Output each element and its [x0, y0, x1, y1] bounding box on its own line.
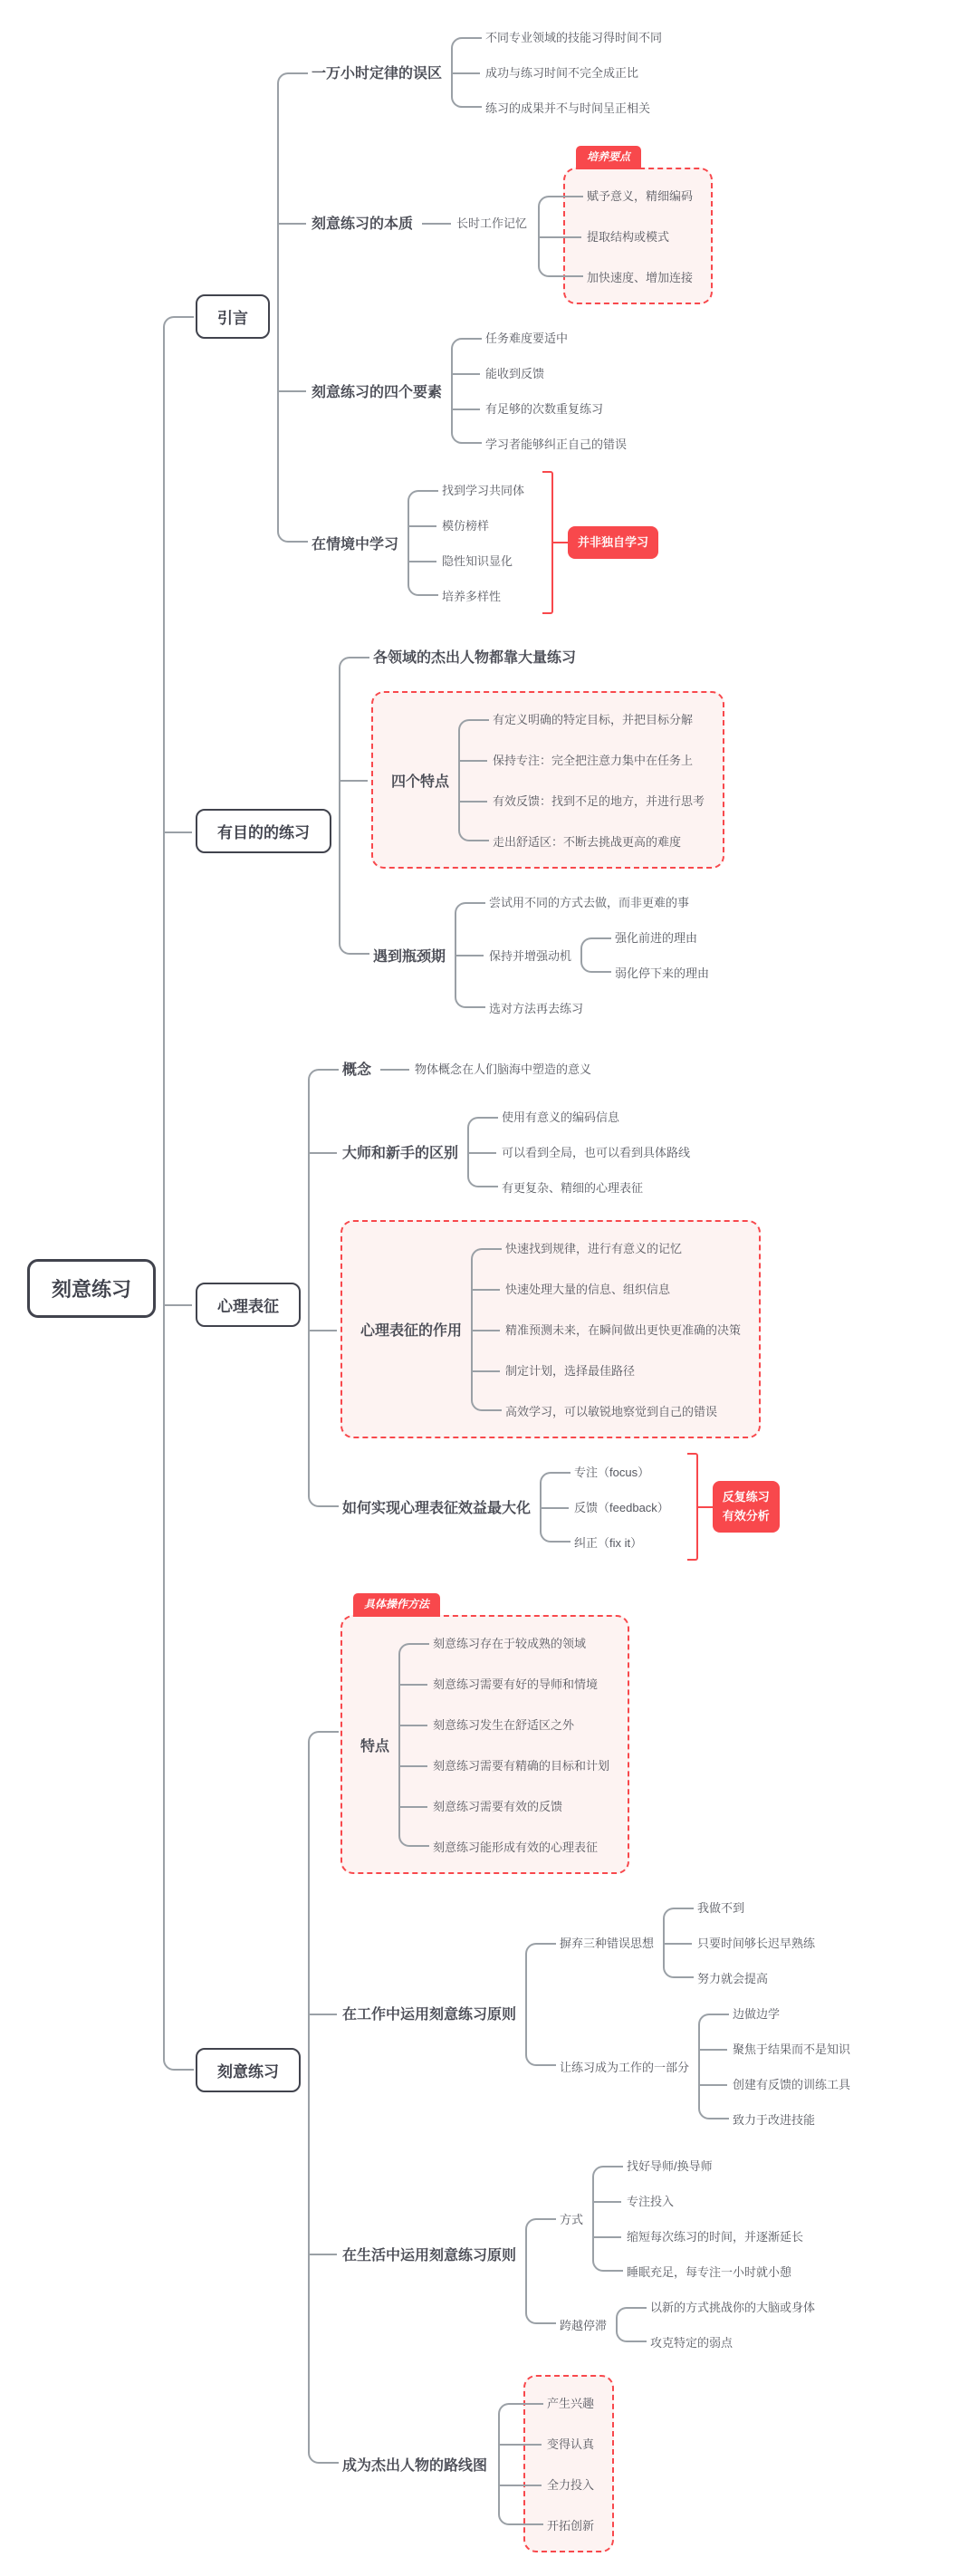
- mindmap-branch: [484, 59, 640, 85]
- topic-node[interactable]: 练习的成果并不与时间呈正相关: [485, 101, 651, 115]
- branch-connector: [580, 924, 711, 950]
- topic-node[interactable]: 跨越停滞: [560, 2318, 608, 2332]
- mindmap-branch: [340, 2152, 817, 2355]
- mindmap-branch: [695, 1894, 746, 1920]
- topic-node[interactable]: 特点: [360, 1738, 390, 1754]
- topic-node[interactable]: 以新的方式挑战你的大脑或身体: [650, 2301, 816, 2314]
- topic-node[interactable]: 隐性知识显化: [442, 554, 513, 568]
- children-group: [277, 24, 713, 609]
- children-group: [580, 924, 711, 985]
- mindmap-branch: [371, 641, 578, 671]
- branch-connector: [458, 828, 706, 854]
- children-group: [451, 24, 664, 120]
- summary-callout-line: 反复练习: [722, 1490, 770, 1504]
- mindmap-branch: [572, 1529, 644, 1555]
- mindmap-branch: [440, 582, 503, 609]
- mindmap-branch: [196, 1588, 852, 2552]
- mindmap-branch: [310, 476, 658, 609]
- mindmap-branch: [310, 24, 664, 120]
- topic-node[interactable]: 方式: [560, 2212, 584, 2226]
- branch-connector: [398, 1833, 611, 1860]
- branch-connector: [592, 2258, 805, 2284]
- mindmap-branch: [440, 547, 514, 573]
- topic-node[interactable]: 培养多样性: [442, 590, 502, 603]
- topic-node[interactable]: 有定义明确的特定目标，并把目标分解: [493, 713, 694, 726]
- topic-node[interactable]: 赋予意义，精细编码: [587, 189, 694, 203]
- topic-node[interactable]: 快速找到规律，进行有意义的记忆: [505, 1242, 683, 1255]
- branch-connector: [540, 1494, 671, 1520]
- branch-connector: [308, 2375, 852, 2552]
- mindmap-branch: [545, 2471, 596, 2497]
- branch-connector: [308, 2152, 852, 2355]
- mindmap-branch: [431, 1752, 611, 1778]
- mindmap-branch: [484, 94, 652, 120]
- topic-node[interactable]: 如何实现心理表征效益最大化: [342, 1501, 532, 1516]
- mindmap-branch: [340, 1894, 852, 2132]
- topic-node[interactable]: 边做边学: [733, 2007, 781, 2021]
- children-group: [308, 1588, 852, 2552]
- branch-connector: [422, 140, 713, 304]
- topic-node[interactable]: 刻意练习需要有效的反馈: [433, 1800, 563, 1813]
- branch-connector: [455, 995, 711, 1021]
- branch-connector: [455, 924, 711, 985]
- branch-connector: [663, 1894, 817, 1920]
- callout-group-box: [340, 1598, 629, 1874]
- topic-node[interactable]: 尝试用不同的方式去做，而非更难的事: [489, 896, 690, 909]
- children-group: [398, 1629, 611, 1860]
- mindmap-branch: [27, 24, 852, 2552]
- mindmap-branch: [440, 476, 526, 503]
- mindmap-branch: [484, 360, 546, 386]
- topic-node[interactable]: 刻意练习的本质: [312, 216, 414, 232]
- branch-connector: [163, 24, 852, 609]
- topic-node[interactable]: 精准预测未来，在瞬间做出更快更准确的决策: [505, 1323, 742, 1337]
- mindmap-branch: [440, 512, 491, 538]
- branch-connector: [471, 1275, 743, 1302]
- branch-connector: [458, 787, 706, 813]
- branch-connector: [163, 1053, 852, 1555]
- branch-connector: [467, 1103, 692, 1129]
- topic-node[interactable]: 我做不到: [697, 1901, 745, 1915]
- branch-connector: [525, 2000, 852, 2132]
- children-group: [308, 1053, 780, 1555]
- branch-connector: [398, 1629, 611, 1656]
- branch-connector: [581, 223, 695, 249]
- branch-connector: [471, 1357, 743, 1383]
- topic-node[interactable]: 刻意练习能形成有效的心理表征: [433, 1841, 599, 1854]
- topic-node[interactable]: 创建有反馈的训练工具: [733, 2078, 851, 2091]
- topic-node[interactable]: 走出舒适区：不断去挑战更高的难度: [493, 835, 682, 849]
- children-group: [163, 24, 852, 2552]
- topic-node[interactable]: 纠正（fix it）: [574, 1536, 643, 1550]
- children-group: [663, 1894, 817, 1991]
- children-group: [592, 2152, 805, 2284]
- mindmap-branch: [484, 24, 664, 50]
- mindmap-branch: [503, 1357, 637, 1383]
- branch-connector: [451, 59, 664, 85]
- branch-connector: [398, 1752, 611, 1778]
- topic-node[interactable]: 全力投入: [547, 2478, 595, 2492]
- branch-connector: [451, 324, 628, 351]
- mindmap-branch: [648, 2293, 817, 2320]
- branch-connector: [663, 1929, 817, 1956]
- branch-connector: [451, 94, 664, 120]
- root-node[interactable]: 刻意练习: [27, 1259, 156, 1318]
- callout-group-box: [340, 1220, 761, 1438]
- branch-connector: [525, 1894, 852, 1991]
- topic-node[interactable]: 加快速度、增加连接: [587, 271, 694, 284]
- branch-connector: [277, 24, 713, 120]
- branch-connector: [308, 1103, 780, 1200]
- topic-node[interactable]: 选对方法再去练习: [489, 1002, 584, 1015]
- topic-node[interactable]: 物体概念在人们脑海中塑造的意义: [415, 1062, 592, 1076]
- mindmap-branch: [413, 1055, 593, 1081]
- branch-connector: [542, 2389, 596, 2416]
- branch-connector: [542, 2471, 596, 2497]
- children-group: [616, 2293, 817, 2355]
- branch-connector: [398, 1670, 611, 1697]
- badge-label: 培养要点: [576, 146, 641, 169]
- topic-node[interactable]: 提取结构或模式: [587, 230, 670, 244]
- branch-connector: [163, 641, 852, 1021]
- branch-connector: [542, 2512, 596, 2538]
- mindmap-branch: [613, 959, 711, 985]
- main-topic-node[interactable]: 心理表征: [196, 1283, 301, 1327]
- branch-connector: [398, 1793, 611, 1819]
- topic-node[interactable]: 变得认真: [547, 2437, 595, 2451]
- children-group: [698, 2000, 852, 2132]
- topic-node[interactable]: 有效反馈：找到不足的地方，并进行思考: [493, 794, 705, 808]
- topic-node[interactable]: 攻克特定的弱点: [650, 2336, 734, 2350]
- topic-node[interactable]: 各领域的杰出人物都靠大量练习: [373, 650, 577, 666]
- branch-connector: [698, 2035, 852, 2062]
- mindmap-branch: [585, 182, 695, 208]
- children-group: [455, 889, 711, 1021]
- topic-node[interactable]: 能收到反馈: [485, 367, 545, 380]
- topic-node[interactable]: 找到学习共同体: [442, 484, 525, 497]
- branch-connector: [451, 24, 664, 50]
- mindmap-branch: [503, 1235, 684, 1261]
- topic-node[interactable]: 开拓创新: [547, 2519, 595, 2533]
- topic-node[interactable]: 聚焦于结果而不是知识: [733, 2043, 851, 2056]
- branch-connector: [525, 2152, 817, 2284]
- branch-connector: [581, 182, 695, 208]
- topic-node[interactable]: 可以看到全局，也可以看到具体路线: [502, 1146, 691, 1159]
- mindmap-branch: [731, 2000, 781, 2026]
- mindmap-branch: [503, 1275, 672, 1302]
- mindmap-branch: [310, 324, 628, 457]
- topic-node[interactable]: 成为杰出人物的路线图: [342, 2457, 488, 2474]
- branch-connector: [277, 324, 713, 457]
- mindmap-branch: [625, 2258, 793, 2284]
- mindmap-branch: [196, 641, 724, 1021]
- branch-connector: [408, 582, 526, 609]
- mindmap-branch: [613, 924, 699, 950]
- callout-group-box: [523, 2375, 614, 2552]
- branch-connector: [616, 2329, 817, 2355]
- branch-connector: [542, 2430, 596, 2456]
- branch-connector: [580, 959, 711, 985]
- mindmap-branch: [340, 2375, 614, 2552]
- topic-node[interactable]: 高效学习，可以敏锐地察觉到自己的错误: [505, 1405, 718, 1418]
- children-group: [458, 706, 706, 854]
- summary-bracket: [687, 1453, 698, 1561]
- branch-connector: [592, 2187, 805, 2214]
- mindmap-branch: [695, 1929, 817, 1956]
- topic-node[interactable]: 弱化停下来的理由: [615, 966, 710, 980]
- topic-node[interactable]: 快速处理大量的信息、组织信息: [505, 1283, 671, 1296]
- mindmap-branch: [487, 889, 691, 915]
- topic-node[interactable]: 产生兴趣: [547, 2397, 595, 2410]
- branch-connector: [408, 547, 526, 573]
- main-topic-node[interactable]: 有目的的练习: [196, 809, 331, 853]
- mindmap-branch: [500, 1103, 621, 1129]
- mindmap-branch: [545, 2512, 596, 2538]
- children-group: [422, 140, 713, 304]
- branch-connector: [525, 2293, 817, 2355]
- topic-node[interactable]: 心理表征的作用: [360, 1323, 463, 1339]
- mindmap-branch: [695, 1965, 770, 1991]
- mindmap-branch: [487, 995, 585, 1021]
- mindmap-branch: [431, 1793, 564, 1819]
- topic-node[interactable]: 保持并增强动机: [489, 948, 572, 963]
- mindmap-branch: [731, 2071, 852, 2097]
- mindmap-branch: [572, 1494, 671, 1520]
- mindmap-branch: [625, 2187, 676, 2214]
- topic-node[interactable]: 专注（focus）: [574, 1466, 650, 1479]
- branch-connector: [339, 691, 724, 869]
- branch-connector: [339, 641, 724, 671]
- topic-node[interactable]: 只要时间够长迟早熟练: [697, 1937, 816, 1950]
- mindmap-branch: [585, 264, 695, 290]
- children-group: [451, 324, 628, 457]
- topic-node[interactable]: 刻意练习存在于较成熟的领域: [433, 1637, 587, 1650]
- branch-connector: [408, 512, 526, 538]
- branch-connector: [277, 476, 713, 609]
- branch-connector: [308, 1894, 852, 2132]
- topic-node[interactable]: 反馈（feedback）: [574, 1501, 669, 1514]
- branch-connector: [408, 476, 526, 503]
- branch-connector: [581, 264, 695, 290]
- topic-node[interactable]: 刻意练习发生在舒适区之外: [433, 1718, 575, 1732]
- mindmap-branch: [585, 223, 671, 249]
- topic-node[interactable]: 一万小时定律的误区: [312, 66, 443, 82]
- mindmap-branch: [648, 2329, 734, 2355]
- callout-group-box: [563, 150, 713, 304]
- topic-node[interactable]: 保持专注：完全把注意力集中在任务上: [493, 754, 694, 767]
- branch-connector: [540, 1458, 671, 1485]
- mindmap-branch: [731, 2106, 817, 2132]
- topic-node[interactable]: 缩短每次练习的时间，并逐渐延长: [627, 2230, 804, 2244]
- main-topic-node[interactable]: 刻意练习: [196, 2048, 301, 2092]
- branch-connector: [698, 2000, 852, 2026]
- topic-node[interactable]: 刻意练习需要有好的导师和情境: [433, 1677, 599, 1691]
- branch-connector: [455, 889, 711, 915]
- summary-connector-line: [553, 542, 568, 543]
- topic-node[interactable]: 努力就会提高: [697, 1972, 769, 1985]
- branch-connector: [698, 2106, 852, 2132]
- branch-connector: [663, 1965, 817, 1991]
- branch-connector: [458, 746, 706, 773]
- topic-node[interactable]: 刻意练习的四个要素: [312, 384, 443, 400]
- branch-connector: [471, 1235, 743, 1261]
- topic-node[interactable]: 找好导师/换导师: [627, 2159, 713, 2173]
- mindmap-branch: [431, 1711, 576, 1737]
- topic-node[interactable]: 专注投入: [627, 2195, 675, 2208]
- mindmap-branch: [431, 1670, 599, 1697]
- mindmap-branch: [572, 1458, 651, 1485]
- mindmap-branch: [431, 1833, 599, 1860]
- branch-connector: [163, 1588, 852, 2552]
- topic-node[interactable]: 遇到瓶颈期: [373, 948, 446, 965]
- children-group: [525, 2152, 817, 2355]
- mindmap-branch: [500, 1174, 645, 1200]
- branch-connector: [308, 1220, 780, 1438]
- mindmap-branch: [487, 924, 711, 985]
- branch-connector: [380, 1055, 593, 1081]
- topic-node[interactable]: 睡眠充足，每专注一小时就小憩: [627, 2265, 792, 2279]
- branch-connector: [308, 1588, 852, 1874]
- mindmap-branch: [558, 2152, 805, 2284]
- topic-node[interactable]: 使用有意义的编码信息: [502, 1110, 620, 1124]
- topic-node[interactable]: 长时工作记忆: [456, 216, 528, 230]
- topic-node[interactable]: 大师和新手的区别: [342, 1146, 459, 1161]
- mindmap-branch: [310, 140, 713, 304]
- children-group: [471, 1235, 743, 1424]
- branch-connector: [467, 1139, 692, 1165]
- mindmap-branch: [484, 430, 628, 457]
- topic-node[interactable]: 任务难度要适中: [485, 332, 569, 345]
- branch-connector: [592, 2152, 805, 2178]
- mindmap-branch: [545, 2430, 596, 2456]
- topic-node[interactable]: 概念: [342, 1062, 372, 1078]
- branch-connector: [467, 1174, 692, 1200]
- mindmap-branch: [558, 2293, 817, 2355]
- summary-callout[interactable]: [568, 526, 658, 559]
- mindmap-branch: [455, 140, 713, 304]
- mindmap-branch: [340, 1053, 593, 1083]
- topic-node[interactable]: 有足够的次数重复练习: [485, 402, 604, 416]
- mindmap-branch: [491, 746, 695, 773]
- branch-connector: [308, 1458, 780, 1555]
- mindmap-branch: [500, 1139, 692, 1165]
- mindmap-branch: [731, 2035, 852, 2062]
- summary-callout[interactable]: [713, 1481, 780, 1532]
- branch-connector: [451, 430, 628, 457]
- branch-connector: [540, 1529, 671, 1555]
- children-group: [525, 1894, 852, 2132]
- branch-connector: [339, 889, 724, 1021]
- branch-connector: [451, 360, 628, 386]
- children-group: [408, 476, 526, 609]
- topic-node[interactable]: 摒弃三种错误思想: [560, 1937, 655, 1950]
- main-topic-node[interactable]: 引言: [196, 294, 270, 339]
- callout-group-box: [371, 691, 724, 869]
- topic-node[interactable]: 在生活中运用刻意练习原则: [342, 2247, 517, 2264]
- branch-connector: [308, 1053, 780, 1083]
- mindmap-branch: [484, 395, 605, 421]
- mindmap-branch: [371, 889, 711, 1021]
- mindmap-branch: [503, 1398, 719, 1424]
- topic-node[interactable]: 模仿榜样: [442, 519, 490, 533]
- mindmap-branch: [491, 787, 706, 813]
- mindmap-branch: [625, 2152, 714, 2178]
- branch-connector: [277, 140, 713, 304]
- branch-connector: [471, 1316, 743, 1342]
- branch-connector: [398, 1711, 611, 1737]
- topic-node[interactable]: 制定计划，选择最佳路径: [505, 1364, 636, 1378]
- topic-node[interactable]: 有更复杂、精细的心理表征: [502, 1181, 644, 1195]
- mindmap-branch: [545, 2389, 596, 2416]
- mindmap-branch: [196, 1053, 780, 1555]
- mindmap-branch: [491, 828, 683, 854]
- mindmap-branch: [558, 1894, 817, 1991]
- mindmap-branch: [196, 24, 713, 609]
- topic-node[interactable]: 让练习成为工作的一部分: [560, 2060, 690, 2074]
- summary-callout-line: 并非独自学习: [578, 534, 649, 549]
- summary-bracket: [542, 471, 553, 614]
- mindmap-branch: [340, 1103, 692, 1200]
- branch-connector: [616, 2293, 817, 2320]
- children-group: [467, 1103, 692, 1200]
- branch-connector: [471, 1398, 743, 1424]
- mindmap-branch: [558, 2000, 852, 2132]
- topic-node[interactable]: 四个特点: [391, 774, 450, 790]
- branch-connector: [698, 2071, 852, 2097]
- mindmap-branch: [484, 324, 570, 351]
- summary-callout-line: 有效分析: [722, 1508, 770, 1523]
- topic-node[interactable]: 在工作中运用刻意练习原则: [342, 2007, 517, 2023]
- topic-node[interactable]: 刻意练习需要有精确的目标和计划: [433, 1759, 610, 1773]
- mindmap-branch: [491, 706, 695, 732]
- children-group: [380, 1055, 593, 1081]
- topic-node[interactable]: 学习者能够纠正自己的错误: [485, 437, 628, 451]
- topic-node[interactable]: 致力于改进技能: [733, 2113, 816, 2127]
- topic-node[interactable]: 在情境中学习: [312, 536, 399, 553]
- branch-connector: [451, 395, 628, 421]
- topic-node[interactable]: 强化前进的理由: [615, 931, 698, 945]
- topic-node[interactable]: 不同专业领域的技能习得时间不同: [485, 31, 663, 44]
- children-group: [540, 1458, 671, 1555]
- mindmap-branch: [503, 1316, 743, 1342]
- branch-connector: [458, 706, 706, 732]
- topic-node[interactable]: 成功与练习时间不完全成正比: [485, 66, 639, 80]
- summary-connector-line: [698, 1506, 713, 1508]
- mindmap-branch: [431, 1629, 588, 1656]
- badge-label: 具体操作方法: [353, 1593, 440, 1617]
- mindmap-branch: [340, 1458, 780, 1555]
- children-group: [339, 641, 724, 1021]
